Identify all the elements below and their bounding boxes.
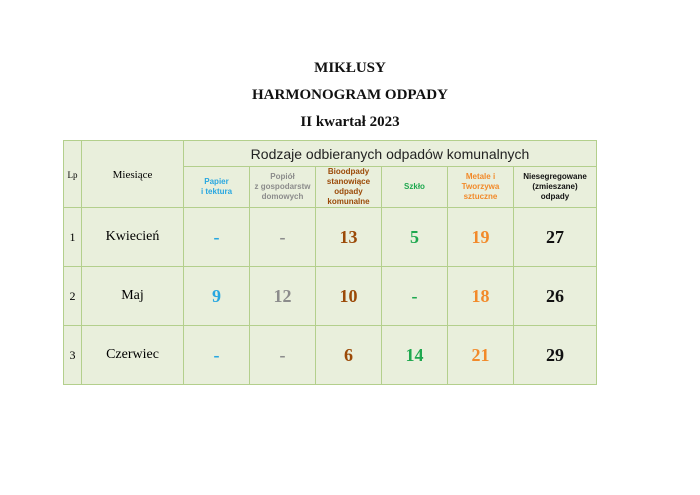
table-row bbox=[64, 267, 597, 326]
pickup-day: - bbox=[184, 326, 250, 385]
category-label-line: Niesegregowane bbox=[523, 172, 587, 181]
pickup-day: 27 bbox=[514, 208, 597, 267]
row-number: 1 bbox=[64, 208, 82, 267]
pickup-day: 9 bbox=[184, 267, 250, 326]
category-label-line: Bioodpady bbox=[327, 167, 370, 176]
pickup-day: 21 bbox=[448, 326, 514, 385]
category-label-line: Szkło bbox=[404, 182, 425, 191]
category-label-line: odpady bbox=[540, 192, 570, 201]
category-label-line: i tektura bbox=[200, 187, 233, 196]
title-schedule: HARMONOGRAM ODPADY bbox=[252, 87, 448, 103]
row-number: 3 bbox=[64, 326, 82, 385]
pickup-day: 26 bbox=[514, 267, 597, 326]
category-label-line: Tworzywa bbox=[461, 182, 500, 191]
waste-types-banner: Rodzaje odbieranych odpadów komunalnych bbox=[184, 141, 597, 167]
category-header bbox=[514, 167, 597, 208]
category-header bbox=[316, 167, 382, 208]
category-label-line: domowych bbox=[261, 192, 304, 201]
category-label-line: Papier bbox=[204, 177, 229, 186]
category-label-line: z gospodarstw bbox=[254, 182, 311, 191]
category-label-line: Metale i bbox=[465, 172, 496, 181]
row-number: 2 bbox=[64, 267, 82, 326]
pickup-day: - bbox=[184, 208, 250, 267]
table-row bbox=[64, 208, 597, 267]
title-locality: MIKŁUSY bbox=[314, 60, 386, 76]
category-header bbox=[250, 167, 316, 208]
pickup-day: 10 bbox=[316, 267, 382, 326]
category-header bbox=[184, 167, 250, 208]
category-label-line: Popiół bbox=[270, 172, 295, 181]
pickup-day: - bbox=[250, 208, 316, 267]
pickup-day: 6 bbox=[316, 326, 382, 385]
pickup-day: - bbox=[382, 267, 448, 326]
category-label-line: komunalne bbox=[327, 197, 370, 206]
title-quarter: II kwartał 2023 bbox=[300, 114, 400, 130]
pickup-day: 14 bbox=[382, 326, 448, 385]
pickup-day: 29 bbox=[514, 326, 597, 385]
lp-header: Lp bbox=[64, 141, 82, 208]
category-header bbox=[448, 167, 514, 208]
month-header: Miesiące bbox=[82, 141, 184, 208]
pickup-day: 13 bbox=[316, 208, 382, 267]
month-name: Czerwiec bbox=[82, 326, 184, 385]
pickup-day: 5 bbox=[382, 208, 448, 267]
table-row bbox=[64, 326, 597, 385]
category-label-line: sztuczne bbox=[463, 192, 498, 201]
category-label-line: (zmieszane) bbox=[532, 182, 578, 191]
waste-schedule-table bbox=[63, 140, 597, 385]
pickup-day: 19 bbox=[448, 208, 514, 267]
category-header bbox=[382, 167, 448, 208]
category-label-line: stanowiące odpady bbox=[326, 177, 371, 196]
pickup-day: - bbox=[250, 326, 316, 385]
pickup-day: 18 bbox=[448, 267, 514, 326]
month-name: Kwiecień bbox=[82, 208, 184, 267]
pickup-day: 12 bbox=[250, 267, 316, 326]
month-name: Maj bbox=[82, 267, 184, 326]
